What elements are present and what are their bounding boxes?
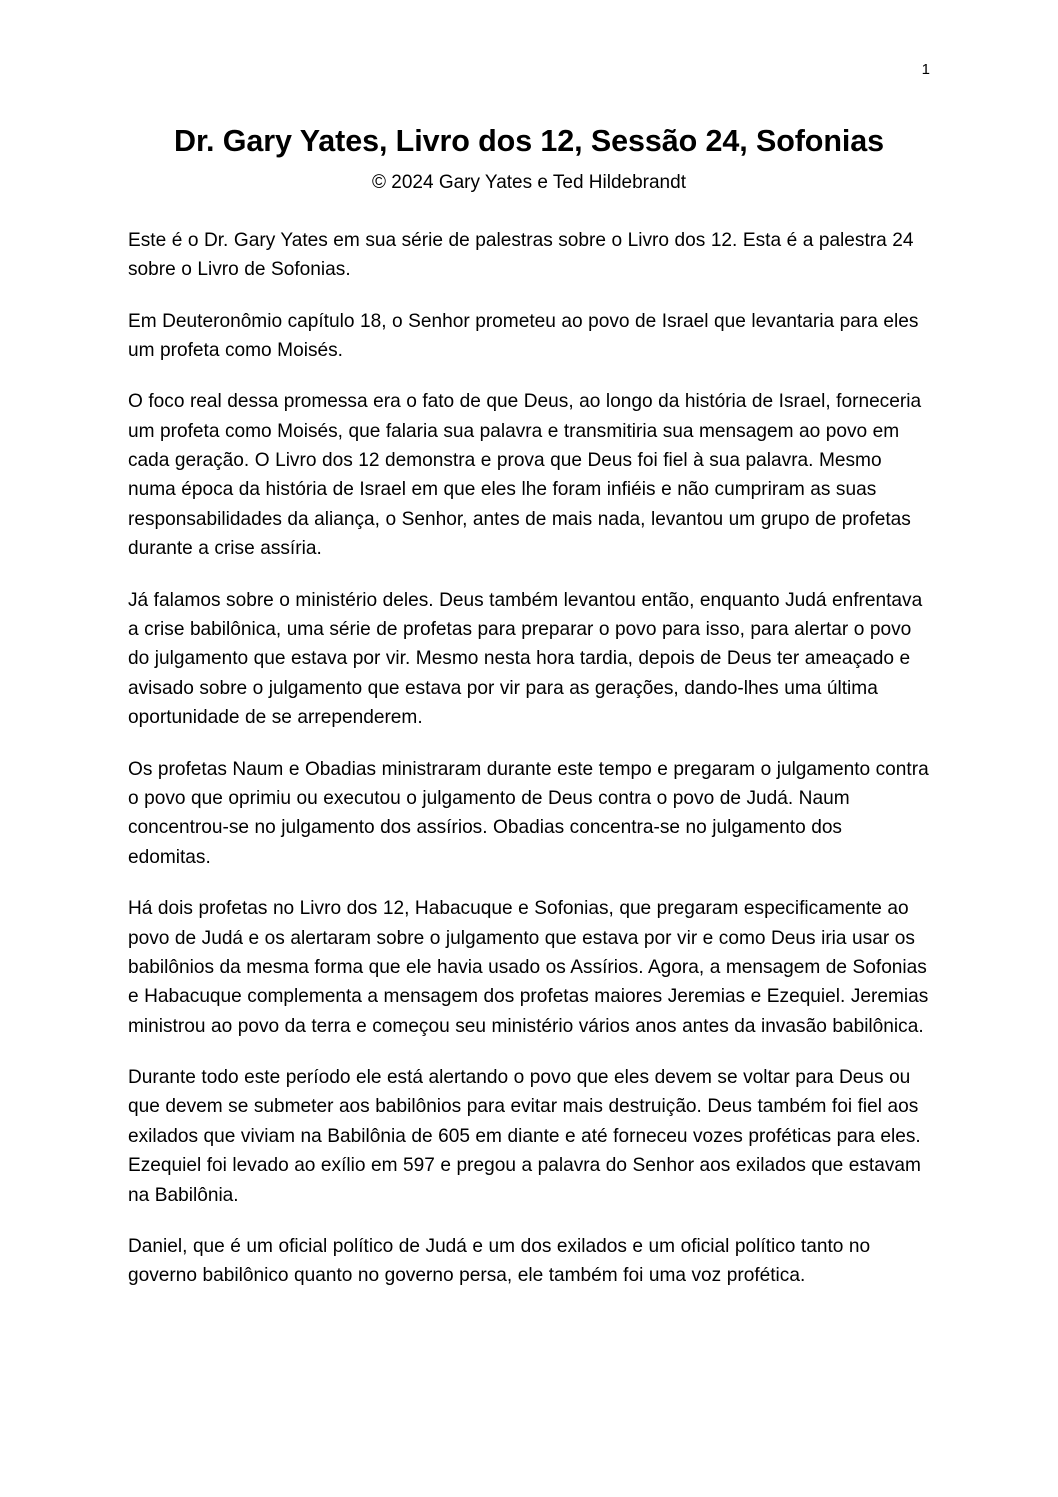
paragraph: O foco real dessa promessa era o fato de que Deus, ao longo da história de Israel, forneceria um profeta como Moisés, que falaria sua palavra e transmitiria sua mensagem ao povo em cada geração. O Livro dos 12 demonstra e prova que Deus foi fiel à sua palavra. Mesmo numa época da história de Israel em que eles lhe foram infiéis e não cumpriram as suas responsabilidades da aliança, o Senhor, antes de mais nada, levantou um grupo de profetas durante a crise assíria. (128, 391, 922, 560)
paragraph: Durante todo este período ele está alertando o povo que eles devem se voltar para Deus ou que devem se submeter aos babilônios para evitar mais destruição. Deus também foi fiel aos exilados que viviam na Babilônia de 605 em diante e até forneceu vozes proféticas para eles. Ezequiel foi levado ao exílio em 597 e pregou a palavra do Senhor aos exilados que estavam na Babilônia. (128, 1067, 921, 1206)
page-number: 1 (921, 61, 930, 78)
paragraph: Já falamos sobre o ministério deles. Deus também levantou então, enquanto Judá enfrentava a crise babilônica, uma série de profetas para preparar o povo para isso, para alertar o povo do julgamento que estava por vir. Mesmo nesta hora tardia, depois de Deus ter ameaçado e avisado sobre o julgamento que estava por vir para as gerações, dando-lhes uma última oportunidade de se arrependerem. (128, 589, 923, 729)
paragraph: Daniel, que é um oficial político de Judá e um dos exilados e um oficial político tanto no governo babilônico quanto no governo persa, ele também foi uma voz profética. (128, 1236, 871, 1287)
paragraph: Os profetas Naum e Obadias ministraram durante este tempo e pregaram o julgamento contra o povo que oprimiu ou executou o julgamento de Deus contra o povo de Judá. Naum concentrou-se no julgamento dos assírios. Obadias concentra-se no julgamento dos edomitas. (128, 758, 929, 868)
page-title: Dr. Gary Yates, Livro dos 12, Sessão 24, Sofonias (174, 124, 884, 158)
document-body (128, 226, 930, 1291)
paragraph: Em Deuteronômio capítulo 18, o Senhor prometeu ao povo de Israel que levantaria para eles um profeta como Moisés. (128, 310, 919, 361)
copyright-line: © 2024 Gary Yates e Ted Hildebrandt (372, 172, 686, 194)
paragraph: Este é o Dr. Gary Yates em sua série de palestras sobre o Livro dos 12. Esta é a palestra 24 sobre o Livro de Sofonias. (128, 229, 914, 281)
paragraph: Há dois profetas no Livro dos 12, Habacuque e Sofonias, que pregaram especificamente ao povo de Judá e os alertaram sobre o julgamento que estava por vir e como Deus iria usar os babilônios da mesma forma que ele havia usado os Assírios. Agora, a mensagem de Sofonias e Habacuque complementa a mensagem dos profetas maiores Jeremias e Ezequiel. Jeremias ministrou ao povo da terra e começou seu ministério vários anos antes da invasão babilônica. (128, 898, 929, 1037)
